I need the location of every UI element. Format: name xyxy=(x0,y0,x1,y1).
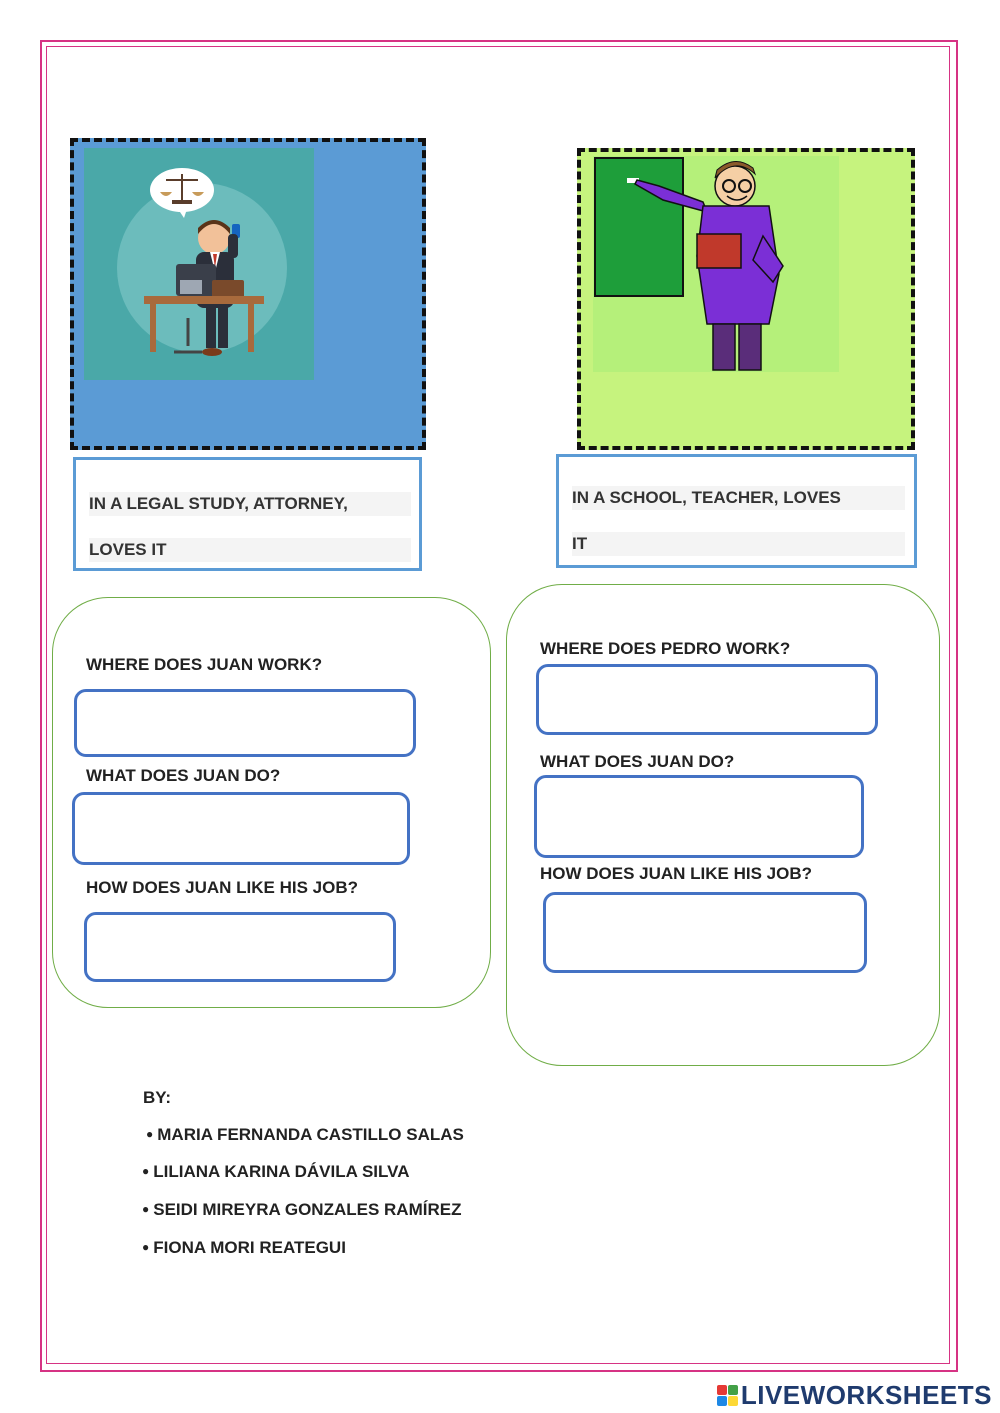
lawyer-illustration xyxy=(84,148,314,380)
answer-box-pedro-like[interactable] xyxy=(543,892,867,973)
teacher-caption-line-2: IT xyxy=(572,532,905,556)
credits-label: BY: xyxy=(143,1088,172,1107)
question-label: WHERE DOES PEDRO WORK? xyxy=(540,639,791,658)
question-label: WHAT DOES JUAN DO? xyxy=(86,766,281,785)
teacher-caption-line-1: IN A SCHOOL, TEACHER, LOVES xyxy=(572,486,905,510)
teacher-caption xyxy=(556,454,917,568)
author-name: SEIDI MIREYRA GONZALES RAMÍREZ xyxy=(153,1200,462,1219)
lawyer-caption xyxy=(73,457,422,571)
author-item: ● FIONA MORI REATEGUI xyxy=(142,1238,346,1257)
answer-box-juan-do[interactable] xyxy=(72,792,410,865)
author-item: ● MARIA FERNANDA CASTILLO SALAS xyxy=(146,1125,464,1144)
answer-box-pedro-do[interactable] xyxy=(534,775,864,858)
author-name: LILIANA KARINA DÁVILA SILVA xyxy=(153,1162,410,1181)
lawyer-caption-line-2: LOVES IT xyxy=(89,538,411,562)
teacher-illustration xyxy=(593,156,839,372)
lawyer-caption-line-1: IN A LEGAL STUDY, ATTORNEY, xyxy=(89,492,411,516)
brand-name: LIVEWORKSHEETS xyxy=(740,1380,992,1410)
author-item: ● LILIANA KARINA DÁVILA SILVA xyxy=(142,1162,410,1181)
answer-box-juan-like[interactable] xyxy=(84,912,396,982)
author-item: ● SEIDI MIREYRA GONZALES RAMÍREZ xyxy=(142,1200,462,1219)
question-label: HOW DOES JUAN LIKE HIS JOB? xyxy=(86,878,359,897)
liveworksheets-brand[interactable] xyxy=(717,1380,992,1411)
author-name: FIONA MORI REATEGUI xyxy=(153,1238,346,1257)
question-label: WHAT DOES JUAN DO? xyxy=(540,752,735,771)
question-label: WHERE DOES JUAN WORK? xyxy=(86,655,323,674)
question-label: HOW DOES JUAN LIKE HIS JOB? xyxy=(540,864,813,883)
liveworksheets-logo-icon xyxy=(717,1385,738,1406)
author-name: MARIA FERNANDA CASTILLO SALAS xyxy=(157,1125,464,1144)
lawyer-picture-card xyxy=(70,138,426,450)
answer-box-pedro-work[interactable] xyxy=(536,664,878,735)
answer-box-juan-work[interactable] xyxy=(74,689,416,757)
teacher-picture-card xyxy=(577,148,915,450)
